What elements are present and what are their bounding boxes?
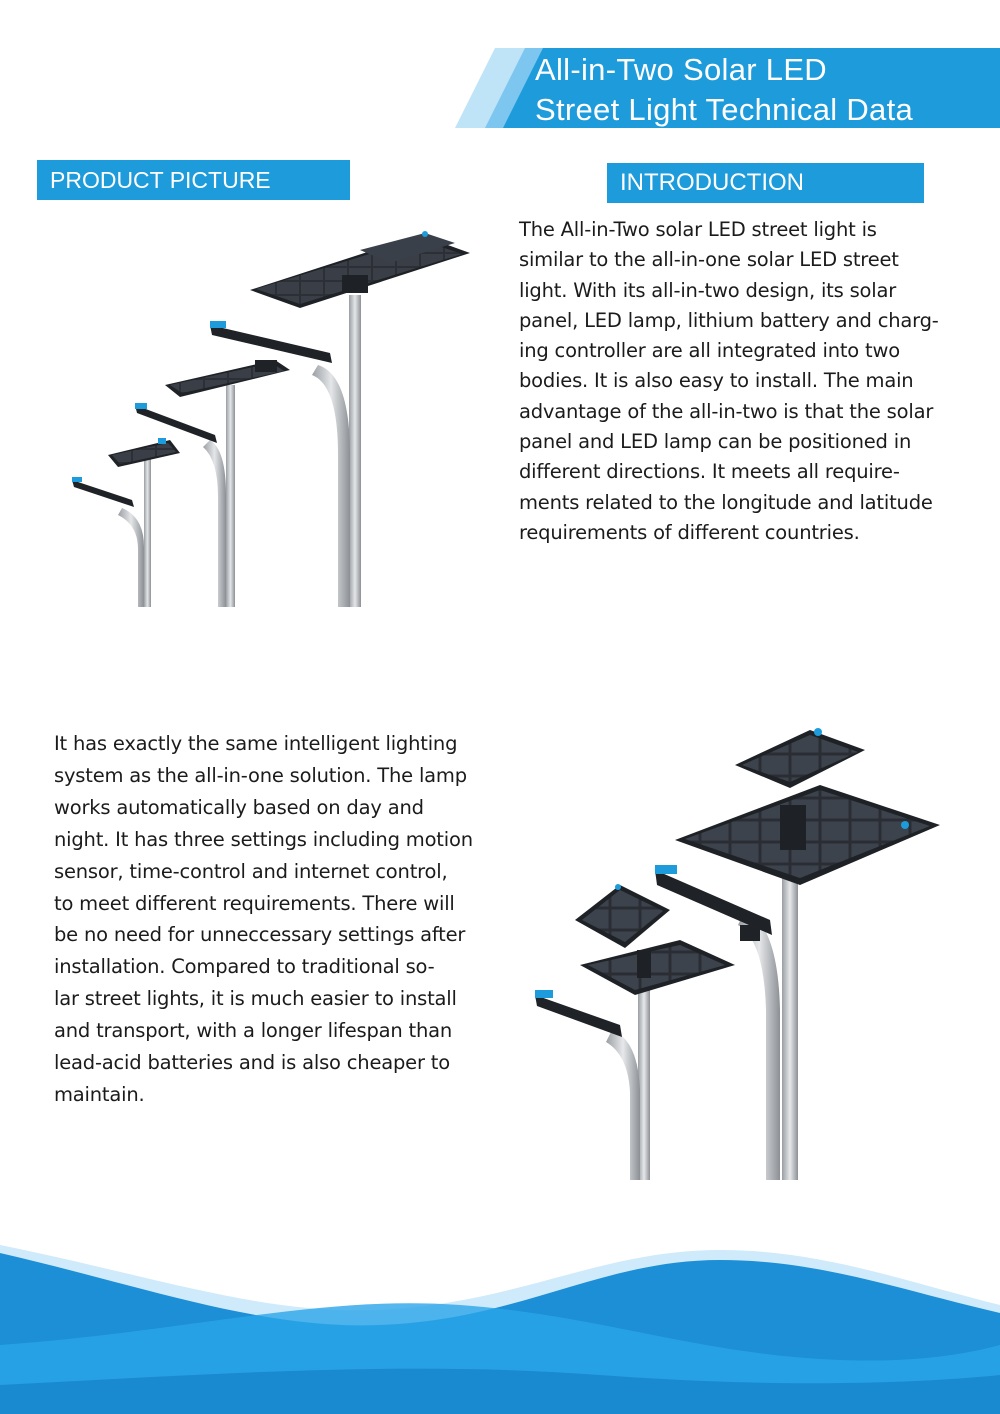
introduction-heading: INTRODUCTION: [607, 163, 924, 203]
details-paragraph: It has exactly the same intelligent lighting system as the all-in-one solution. The lamp works automatically based on day and night. It has three settings including motion sensor, time-control and internet control, to meet different requirements. There will be no need for unneccessary settings after installation. Compared to traditional so- lar street lights, it is much easier to install and transport, with a longer lifespan than lead-acid batteries and is also cheaper to maintain.: [54, 732, 473, 1106]
product-picture-heading: PRODUCT PICTURE: [37, 160, 350, 200]
product-image-lamp-lineup: [60, 225, 480, 610]
product-image-lamp-pair: [520, 710, 960, 1185]
page-title-line-1: All-in-Two Solar LED: [535, 52, 827, 87]
decorative-wave: [0, 1235, 1000, 1414]
page-title: [535, 50, 995, 130]
introduction-paragraph: The All-in-Two solar LED street light is similar to the all-in-one solar LED street light. With its all-in-two design, its solar panel, LED lamp, lithium battery and charg- ing controller are all integrated into two bodies. It is also easy to install. The main advantage of the all-in-two is that the solar panel and LED lamp can be positioned in different directions. It meets all require- ments related to the longitude and latitude requirements of different countries.: [519, 218, 939, 544]
page-title-line-2: Street Light Technical Data: [535, 92, 914, 127]
